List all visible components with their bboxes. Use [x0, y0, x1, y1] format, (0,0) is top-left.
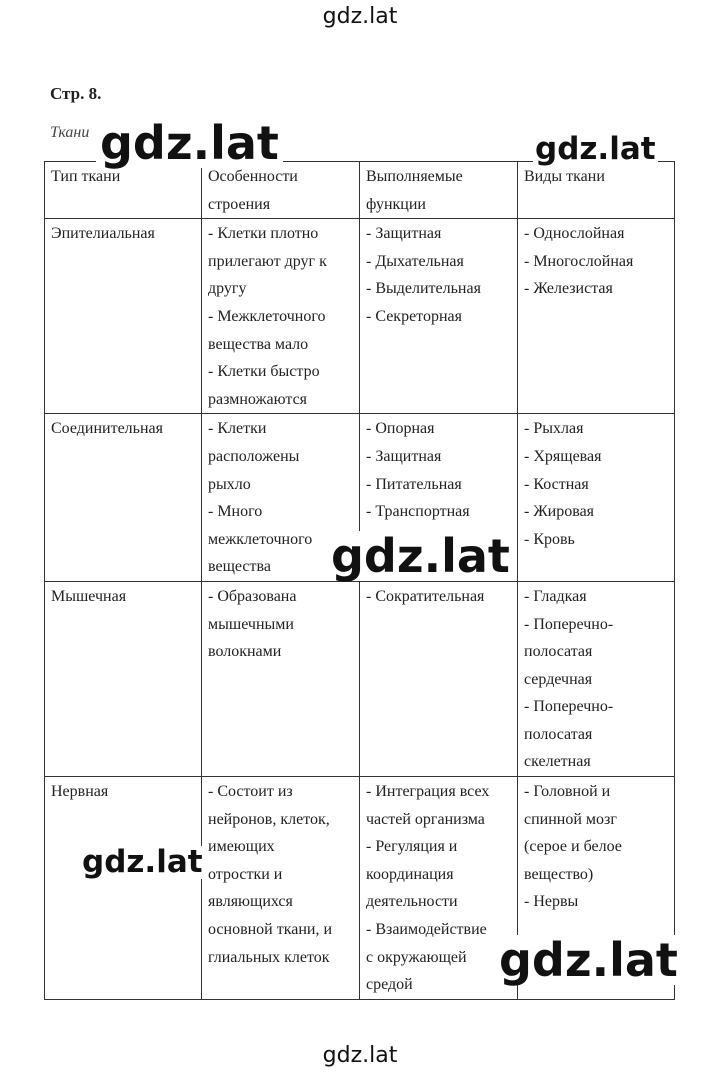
watermark-overlay: gdz.lat [82, 844, 203, 880]
functions-cell [360, 777, 518, 1000]
kinds-cell-line: сердечная [524, 670, 593, 688]
functions-cell-line: - Секреторная [366, 307, 462, 325]
functions-cell-line: - Взаимодействие [366, 921, 487, 939]
watermark-top: gdz.lat [322, 4, 398, 29]
tissue-type-cell-line: Нервная [51, 783, 109, 801]
kinds-cell-line: - Однослойная [524, 225, 625, 243]
structure-cell-line: вещества мало [208, 335, 309, 353]
tissue-type-cell-line: Эпителиальная [51, 225, 155, 243]
kinds-cell-line: - Головной и [524, 783, 611, 801]
header-cell-line: строения [208, 195, 271, 213]
table-row [45, 219, 675, 414]
tissue-type-cell [45, 777, 202, 1000]
kinds-cell-line: полосатая [524, 643, 593, 661]
structure-cell-line: - Образована [208, 587, 297, 605]
functions-cell-line: средой [366, 976, 413, 994]
structure-cell-line: - Клетки [208, 420, 267, 438]
functions-cell-line: - Дыхательная [366, 252, 464, 270]
structure-cell-line: являющихся [208, 893, 293, 911]
functions-cell-line: - Интеграция всех [366, 783, 490, 801]
kinds-cell-line: - Хрящевая [524, 447, 602, 465]
kinds-cell-line: - Железистая [524, 280, 613, 298]
functions-cell-line: - Выделительная [366, 280, 481, 298]
tissue-type-cell-line: Мышечная [51, 587, 127, 605]
page-heading: Стр. 8. [50, 84, 102, 103]
functions-cell-line: - Опорная [366, 420, 435, 438]
structure-cell-line: - Клетки плотно [208, 225, 319, 243]
header-cell [45, 162, 202, 219]
functions-cell-line: с окружающей [366, 948, 467, 966]
functions-cell-line: деятельности [366, 893, 458, 911]
header-cell [518, 162, 675, 219]
structure-cell-line: межклеточного [208, 530, 313, 548]
table-row [45, 581, 675, 776]
structure-cell-line: рыхло [208, 475, 251, 493]
kinds-cell-line: - Поперечно- [524, 698, 614, 716]
kinds-cell-line: (серое и белое [524, 838, 622, 856]
tissue-type-cell-line: Соединительная [51, 420, 163, 438]
structure-cell-line: глиальных клеток [208, 948, 330, 966]
structure-cell-line: мышечными [208, 615, 294, 633]
watermark-overlay: gdz.lat [96, 118, 283, 168]
structure-cell-line: - Межклеточного [208, 307, 326, 325]
kinds-cell [518, 414, 675, 582]
watermark-bottom: gdz.lat [322, 1043, 398, 1068]
functions-cell-line: - Защитная [366, 447, 442, 465]
structure-cell-line: отростки и [208, 865, 283, 883]
kinds-cell-line: спинной мозг [524, 810, 617, 828]
header-cell [202, 162, 360, 219]
functions-cell-line: частей организма [366, 810, 485, 828]
header-cell-line: Выполняемые [366, 168, 463, 185]
tissue-type-cell [45, 581, 202, 776]
header-cell [360, 162, 518, 219]
tissue-type-cell [45, 219, 202, 414]
tissue-type-cell [45, 414, 202, 582]
kinds-cell [518, 581, 675, 776]
kinds-cell-line: - Гладкая [524, 587, 587, 605]
structure-cell-line: основной ткани, и [208, 921, 333, 939]
kinds-cell-line: - Кровь [524, 530, 575, 548]
header-cell-line: Виды ткани [524, 168, 605, 185]
structure-cell-line: прилегают друг к [208, 252, 327, 270]
structure-cell-line: имеющих [208, 838, 275, 856]
structure-cell-line: нейронов, клеток, [208, 810, 330, 828]
watermark-overlay: gdz.lat [495, 935, 682, 985]
kinds-cell-line: скелетная [524, 753, 591, 771]
kinds-cell-line: - Многослойная [524, 252, 634, 270]
functions-cell [360, 219, 518, 414]
header-cell-line: функции [366, 195, 426, 213]
functions-cell-line: - Сократительная [366, 587, 485, 605]
watermark-overlay: gdz.lat [327, 531, 514, 581]
kinds-cell-line: - Костная [524, 475, 589, 493]
watermark-overlay: gdz.lat [535, 131, 656, 167]
structure-cell-line: расположены [208, 447, 300, 465]
structure-cell [202, 777, 360, 1000]
kinds-cell [518, 219, 675, 414]
kinds-cell-line: - Нервы [524, 893, 579, 911]
structure-cell-line: - Много [208, 503, 263, 521]
table-header-row [45, 162, 675, 219]
functions-cell-line: - Питательная [366, 475, 462, 493]
structure-cell-line: - Состоит из [208, 783, 293, 801]
kinds-cell-line: вещество) [524, 865, 594, 883]
structure-cell [202, 581, 360, 776]
kinds-cell-line: - Рыхлая [524, 420, 584, 438]
kinds-cell-line: полосатая [524, 725, 593, 743]
structure-cell-line: волокнами [208, 643, 282, 661]
header-cell-line: Тип ткани [51, 168, 121, 185]
functions-cell [360, 581, 518, 776]
kinds-cell-line: - Поперечно- [524, 615, 614, 633]
functions-cell-line: координация [366, 865, 454, 883]
header-cell-line: Особенности [208, 168, 298, 185]
structure-cell-line: другу [208, 280, 247, 298]
structure-cell-line: размножаются [208, 390, 308, 408]
table-caption: Ткани [50, 124, 90, 141]
structure-cell-line: - Клетки быстро [208, 363, 320, 381]
kinds-cell-line: - Жировая [524, 503, 595, 521]
functions-cell-line: - Регуляция и [366, 838, 458, 856]
functions-cell-line: - Защитная [366, 225, 442, 243]
structure-cell-line: вещества [208, 558, 271, 576]
structure-cell [202, 219, 360, 414]
functions-cell-line: - Транспортная [366, 503, 470, 521]
